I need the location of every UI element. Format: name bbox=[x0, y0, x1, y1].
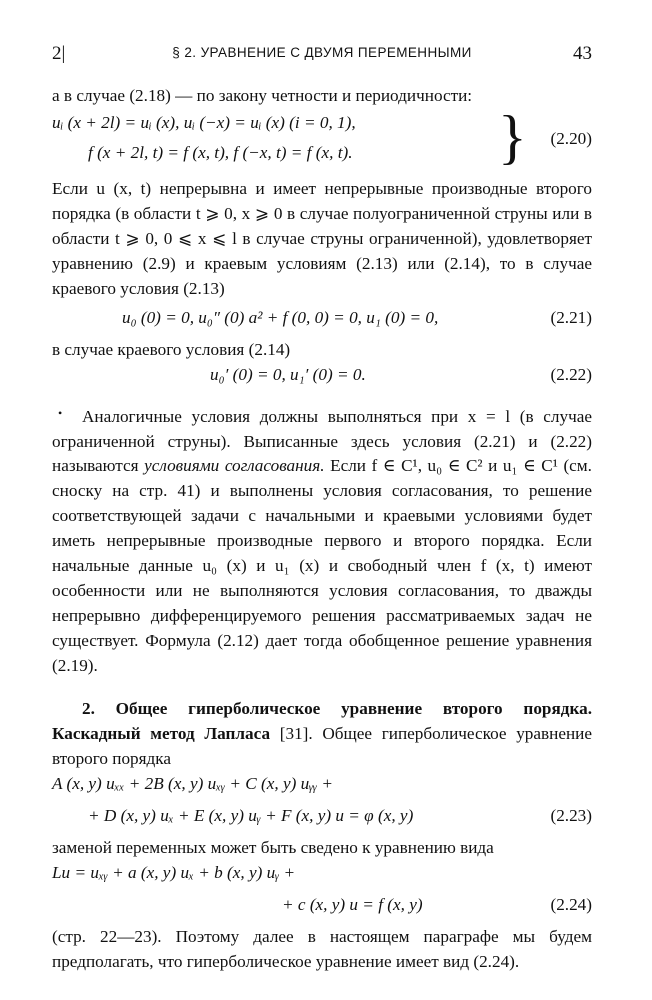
eq-2-21-number: (2.21) bbox=[550, 307, 592, 327]
eq-2-20-number: (2.20) bbox=[550, 128, 592, 148]
eq-2-21-expr: u₀ (0) = 0, u₀″ (0) a² + f (0, 0) = 0, u₁ (0) = 0, bbox=[122, 307, 439, 327]
eq-2-20-line1: uᵢ (x + 2l) = uᵢ (x), uᵢ (−x) = uᵢ (x) (i = 0, 1), bbox=[52, 112, 356, 132]
header-title: § 2. УРАВНЕНИЕ С ДВУМЯ ПЕРЕМЕННЫМИ bbox=[172, 45, 472, 60]
eq-2-24-line1: Lu = uₓᵧ + a (x, y) uₓ + b (x, y) uᵧ + bbox=[52, 862, 296, 882]
eq-2-23-number: (2.23) bbox=[550, 805, 592, 825]
right-brace: } bbox=[498, 103, 527, 170]
eq-2-24-number: (2.24) bbox=[550, 894, 592, 914]
line-replacement: заменой переменных может быть сведено к уравнению вида bbox=[52, 837, 494, 857]
eq-2-23-line1: A (x, y) uₓₓ + 2B (x, y) uₓᵧ + C (x, y) uᵧᵧ + bbox=[52, 773, 334, 793]
equation-2-22 bbox=[52, 363, 592, 395]
para2-emphasis: условиями согласования. bbox=[144, 456, 325, 476]
eq-2-22-number: (2.22) bbox=[550, 364, 592, 384]
eq-2-22-expr: u₀′ (0) = 0, u₁′ (0) = 0. bbox=[210, 364, 366, 384]
para2-text-b: Если f ∈ C¹, u₀ ∈ C² и u₁ ∈ C¹ (см. сноску на стр. 41) и выполнены условия согласования, то решение соответствующей задачи с начальными и краевыми условиями будет иметь непрерывные производные первого и второго порядка. Если начальные данные u₀ (x) и u₁ (x) и свободный член f (x, t) имеют особенности или не выполняются условия согласования, то дважды непрерывно дифференцируемого решения рассматриваемых задач не существует. Формула (2.12) дает тогда обобщенное решение уравнения (2.19). bbox=[52, 456, 592, 675]
intro-line: а в случае (2.18) — по закону четности и периодичности: bbox=[52, 86, 473, 105]
page-body bbox=[52, 84, 592, 975]
eq-2-24-line2: + c (x, y) u = f (x, y) bbox=[282, 894, 423, 914]
equation-2-21 bbox=[52, 306, 592, 338]
eq-2-23-line2: + D (x, y) uₓ + E (x, y) uᵧ + F (x, y) u = φ (x, y) bbox=[88, 805, 414, 825]
paragraph-compatibility bbox=[52, 405, 592, 679]
para2-text-a: Аналогичные условия должны выполняться при x = l (в случае ограниченной струны). Выписанные здесь условия (2.21) и (2.22) называются bbox=[52, 406, 592, 476]
equation-2-23 bbox=[52, 772, 592, 836]
eq-2-20-line2: f (x + 2l, t) = f (x, t), f (−x, t) = f (x, t). bbox=[88, 142, 353, 162]
bullet-mark: • bbox=[58, 405, 63, 420]
final-paragraph: (стр. 22—23). Поэтому далее в настоящем параграфе мы будем предполагать, что гиперболическое уравнение имеет вид (2.24). bbox=[52, 926, 592, 971]
page-number: 43 bbox=[573, 43, 592, 64]
section-2-text: [31]. Общее гиперболическое уравнение второго порядка bbox=[52, 723, 592, 768]
header-left: 2| bbox=[52, 43, 66, 64]
line-condition-2-14: в случае краевого условия (2.14) bbox=[52, 339, 291, 359]
equation-2-24 bbox=[52, 861, 592, 925]
paragraph-continuity: Если u (x, t) непрерывна и имеет непрерывные производные второго порядка (в области t ⩾ 0, x ⩾ 0 в случае полуограниченной струны или в области t ⩾ 0, 0 ⩽ x ⩽ l в случае струны ограниченной), удовлетворяет уравнению (2.9) и краевым условиям (2.13) или (2.14), то в случае краевого условия (2.13) bbox=[52, 178, 592, 298]
running-header bbox=[52, 40, 592, 66]
section-2-heading: 2. Общее гиперболическое уравнение второго порядка. Каскадный метод Лапласа bbox=[52, 698, 592, 743]
section-2-paragraph bbox=[52, 697, 592, 772]
equation-2-20 bbox=[52, 103, 592, 173]
